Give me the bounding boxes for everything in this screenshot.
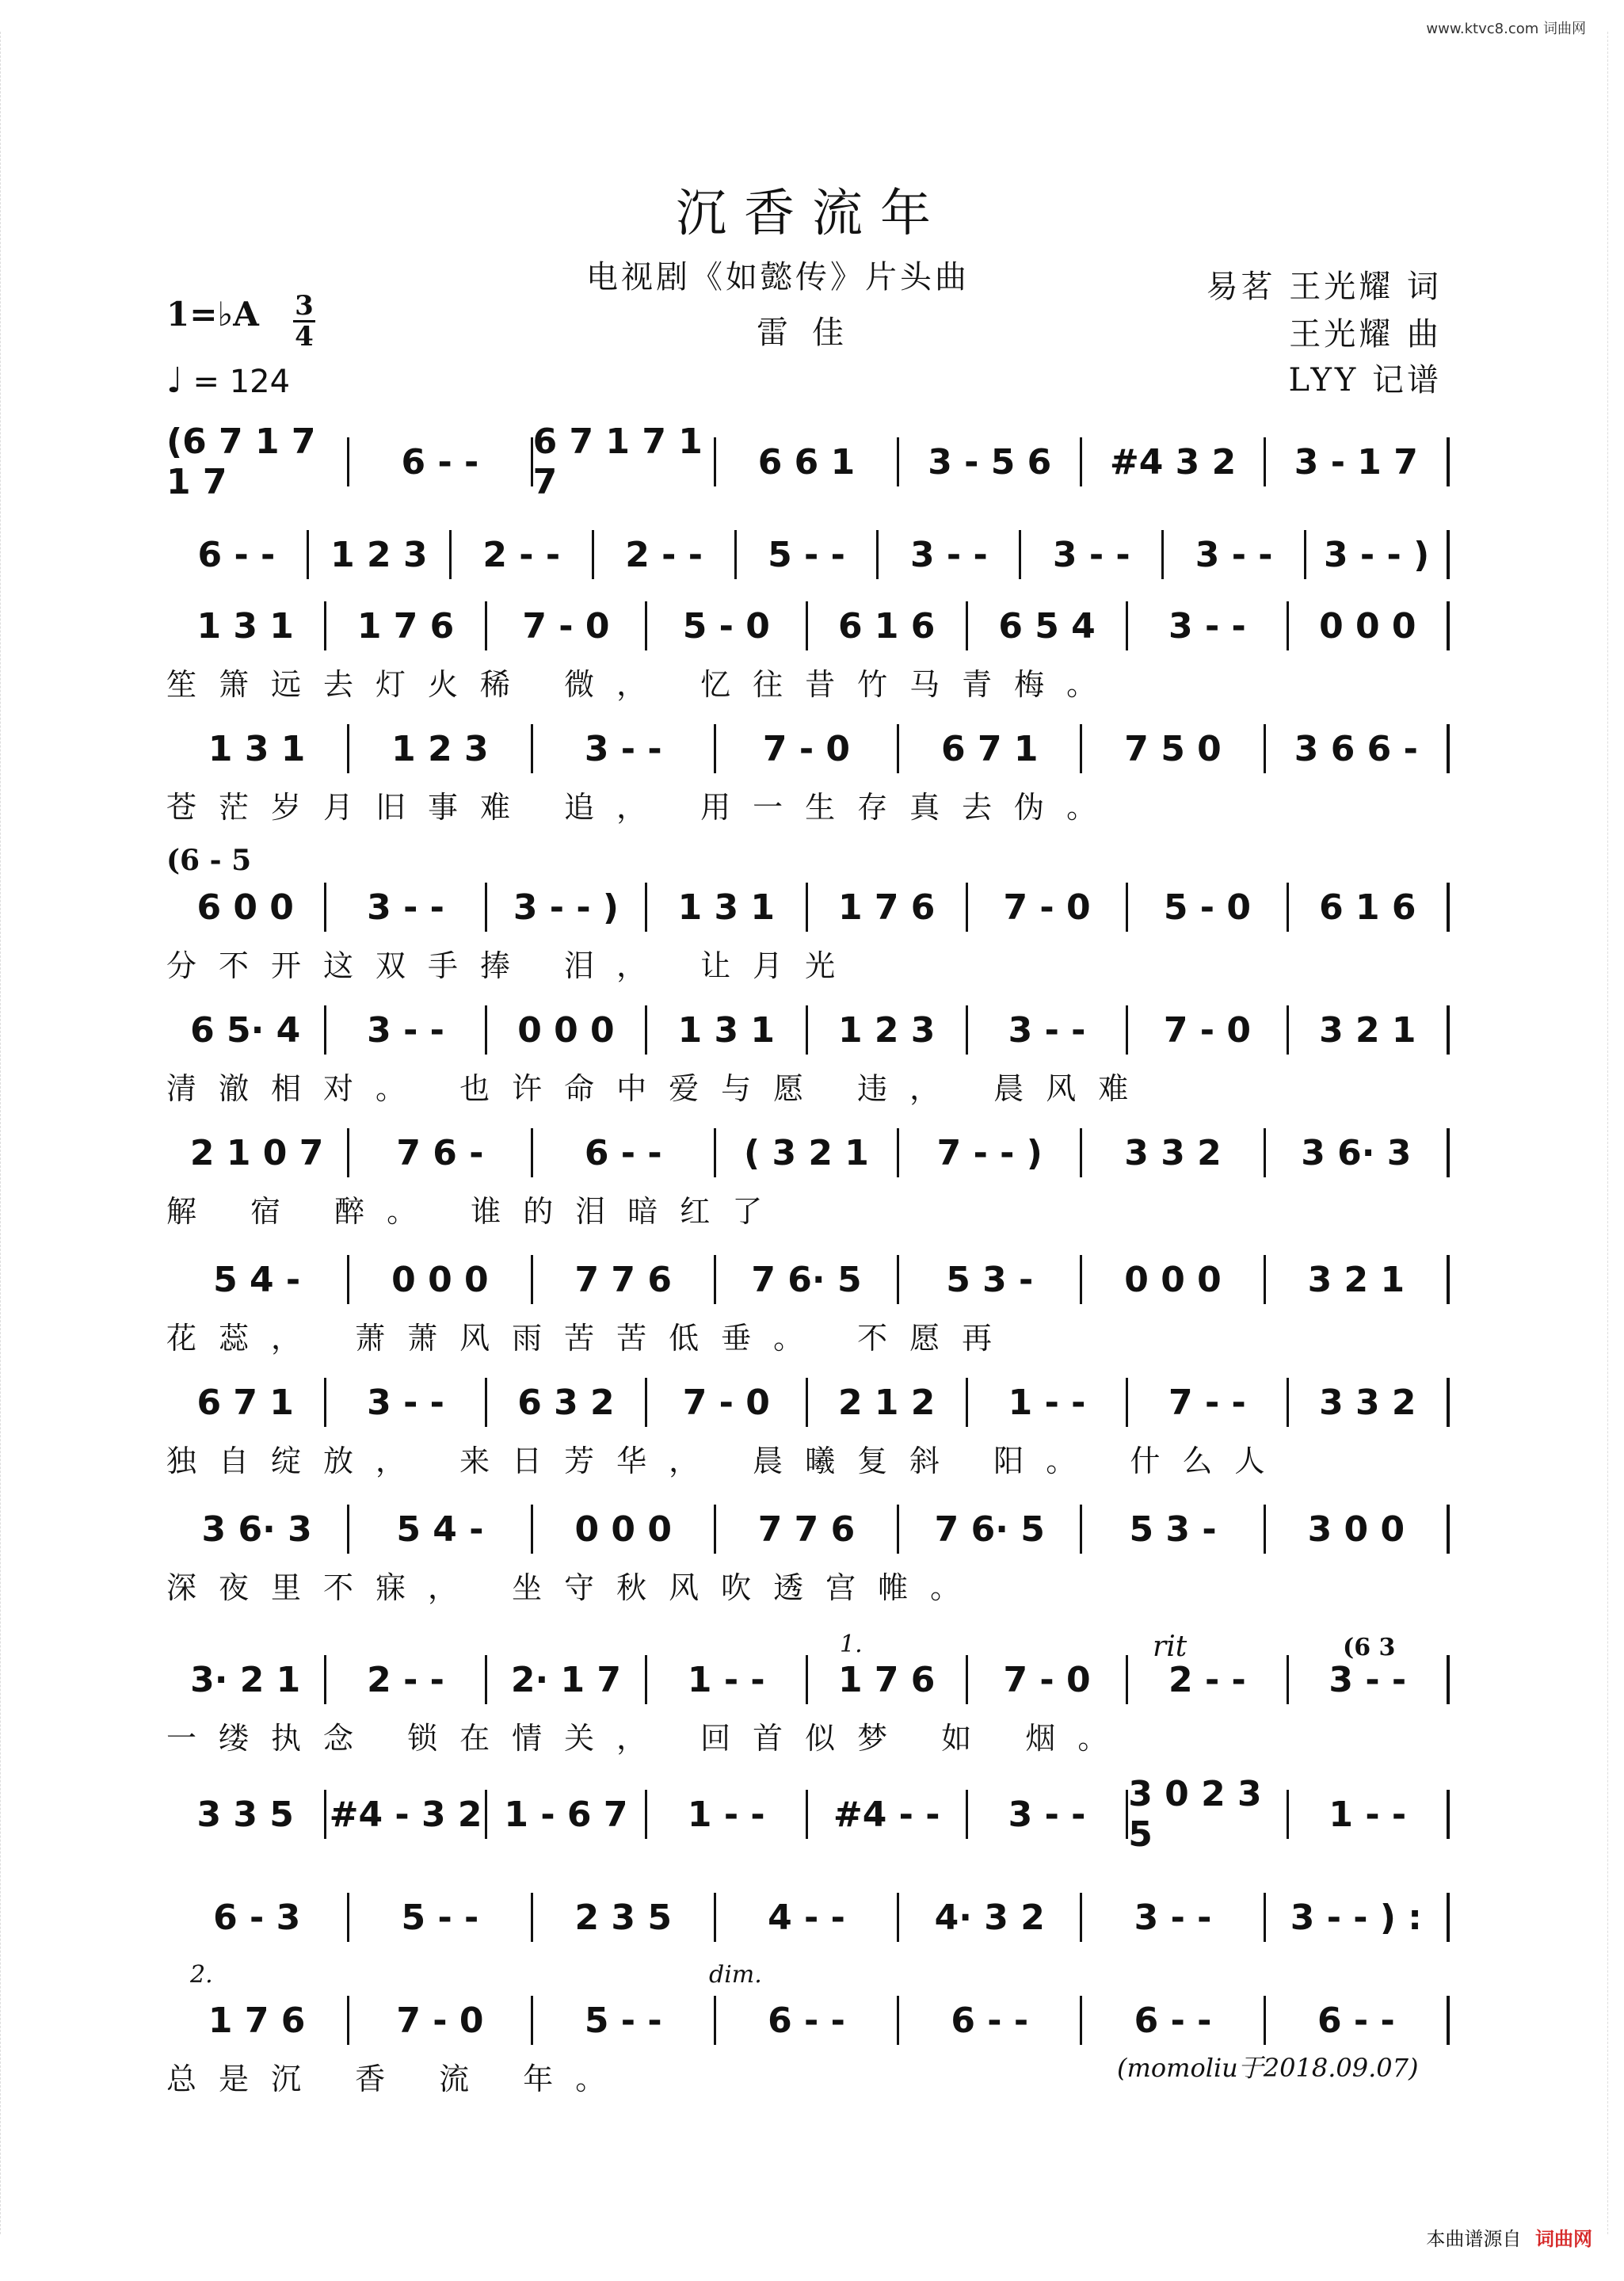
measure: 7 - - — [1128, 1378, 1288, 1427]
measure: 6 - - — [166, 530, 309, 579]
measure: 3 6· 3 — [166, 1505, 349, 1554]
measure: 7 - 0 — [349, 1996, 532, 2045]
time-signature — [293, 292, 315, 351]
score-row — [166, 721, 1450, 784]
key-signature: 1=♭A — [166, 295, 259, 334]
measure: 7 6 - — [349, 1128, 532, 1177]
measure: 6 7 1 — [899, 724, 1082, 773]
measure: 3 0 2 3 5 — [1128, 1790, 1288, 1839]
measure: 7 6· 5 — [899, 1505, 1082, 1554]
measure: 7 - 0 — [487, 601, 647, 650]
score-row — [166, 1774, 1450, 1855]
measure: 1 - - — [1289, 1790, 1450, 1839]
measure: 2· 1 7 — [487, 1655, 647, 1704]
notes-line — [166, 1252, 1450, 1307]
song-title: 沉香流年 — [676, 185, 948, 243]
volta-1: 1. — [840, 1631, 863, 1658]
notes-line — [166, 1993, 1450, 2048]
notes-line — [166, 1375, 1450, 1430]
measure: 5 4 - — [349, 1505, 532, 1554]
measure: 7 7 6 — [533, 1255, 716, 1304]
measure: 7 - 0 — [647, 1378, 807, 1427]
score-row — [166, 1890, 1450, 1953]
lyric-line: 苍茫岁月旧事难 追， 用一生存真去伪。 — [166, 790, 1119, 825]
measure: 5 - - — [533, 1996, 716, 2045]
left-watermark-strip — [0, 32, 17, 2234]
footer-text: 本曲谱源自 — [1426, 2228, 1522, 2250]
measure: 3 - - — [968, 1790, 1128, 1839]
measure: 3 - 5 6 — [899, 437, 1082, 486]
measure: 5 - 0 — [1128, 883, 1288, 932]
site-mark: www.ktvc8.com 词曲网 — [1426, 21, 1586, 37]
row11-annotation: (6 3 — [1343, 1634, 1396, 1661]
measure: 6 0 0 — [166, 883, 326, 932]
measure: 2 - - — [594, 530, 737, 579]
measure: 1 - - — [647, 1790, 807, 1839]
measure: 6 - - — [533, 1128, 716, 1177]
measure: 5 - 0 — [647, 601, 807, 650]
measure: #4 - 3 2 — [326, 1790, 486, 1839]
transcriber-signature: (momoliu于2018.09.07) — [1117, 2053, 1419, 2083]
measure: 5 - - — [349, 1893, 532, 1942]
measure: 6 6 1 — [716, 437, 899, 486]
measure: 0 0 0 — [533, 1505, 716, 1554]
measure: 0 0 0 — [1082, 1255, 1265, 1304]
notes-line — [166, 527, 1450, 582]
footer — [1426, 2223, 1592, 2251]
measure: 7 - 0 — [968, 883, 1128, 932]
measure: 6 1 6 — [1289, 883, 1450, 932]
notes-line — [166, 598, 1450, 654]
measure: 3 - - ) — [1306, 530, 1450, 579]
measure: 6 7 1 — [166, 1378, 326, 1427]
lyric-line: 一缕执念 锁在情关， 回首似梦 如 烟。 — [166, 1721, 1130, 1756]
score-row — [166, 879, 1450, 943]
measure: 6 3 2 — [487, 1378, 647, 1427]
measure: 3 - - — [1164, 530, 1306, 579]
singer: 雷佳 — [757, 315, 867, 351]
time-numerator: 3 — [295, 290, 314, 322]
rit-marking: rit — [1153, 1631, 1188, 1663]
measure: 6 - - — [349, 437, 532, 486]
measure: 3 3 5 — [166, 1790, 326, 1839]
measure: 6 - 3 — [166, 1893, 349, 1942]
lyric-line: 分不开这双手捧 泪， 让月光 — [166, 948, 858, 983]
notes-line — [166, 421, 1450, 502]
measure: 1 3 1 — [647, 1005, 807, 1055]
score-row — [166, 421, 1450, 502]
measure: 3 - - — [1128, 601, 1288, 650]
measure: 3 - - — [1021, 530, 1164, 579]
measure: 5 4 - — [166, 1255, 349, 1304]
measure: 3 - - — [879, 530, 1021, 579]
measure: 1 2 3 — [808, 1005, 968, 1055]
notes-line — [166, 1652, 1450, 1707]
lyricist-credit: 易茗 王光耀 词 — [1206, 269, 1442, 305]
measure: 1 - - — [968, 1378, 1128, 1427]
measure: 7 - 0 — [1128, 1005, 1288, 1055]
measure: 3 - - — [326, 1378, 486, 1427]
measure: 1 2 3 — [349, 724, 532, 773]
measure: 0 0 0 — [487, 1005, 647, 1055]
score-row — [166, 1993, 1450, 2056]
measure: 3 6 6 - — [1266, 724, 1450, 773]
time-denominator: 4 — [295, 321, 314, 353]
measure: 1 2 3 — [309, 530, 452, 579]
lyric-line: 深夜里不寐， 坐守秋风吹透宫帷。 — [166, 1570, 983, 1605]
score-row — [166, 1125, 1450, 1188]
notes-line — [166, 879, 1450, 935]
volta-2: 2. — [190, 1961, 213, 1989]
measure: 3 - 1 7 — [1266, 437, 1450, 486]
tempo-marking — [166, 360, 290, 401]
notes-line — [166, 1125, 1450, 1181]
dim-marking: dim. — [709, 1961, 762, 1989]
lyric-line: 笙箫远去灯火稀 微， 忆往昔竹马青梅。 — [166, 667, 1119, 702]
measure: 5 3 - — [899, 1255, 1082, 1304]
lyric-line: 独自绽放， 来日芳华， 晨曦复斜 阳。 什么人 — [166, 1444, 1287, 1478]
lyric-line: 花蕊， 萧萧风雨苦苦低垂。 不愿再 — [166, 1321, 1015, 1356]
measure: 7 - 0 — [716, 724, 899, 773]
measure: 1 7 6 — [808, 1655, 968, 1704]
lyric-line: 总是沉 香 流 年。 — [166, 2062, 628, 2096]
measure: 1 7 6 — [808, 883, 968, 932]
measure: 6 7 1 7 1 7 — [533, 437, 716, 486]
measure: 7 6· 5 — [716, 1255, 899, 1304]
measure: 2 - - — [452, 530, 594, 579]
notes-line — [166, 1890, 1450, 1945]
measure: 1 - 6 7 — [487, 1790, 647, 1839]
measure: 5 3 - — [1082, 1505, 1265, 1554]
score-row — [166, 527, 1450, 590]
measure: 3 - - — [1289, 1655, 1450, 1704]
measure: 0 0 0 — [349, 1255, 532, 1304]
measure: #4 - - — [808, 1790, 968, 1839]
measure: 1 3 1 — [647, 883, 807, 932]
score-row — [166, 1252, 1450, 1315]
notes-line — [166, 721, 1450, 776]
measure: 3 0 0 — [1266, 1505, 1450, 1554]
measure: ( 3 2 1 — [716, 1128, 899, 1177]
notes-line — [166, 1002, 1450, 1058]
measure: 3 3 2 — [1082, 1128, 1265, 1177]
measure: 3 - - — [326, 883, 486, 932]
score-row — [166, 1375, 1450, 1438]
measure: 0 0 0 — [1289, 601, 1450, 650]
measure: 7 - 0 — [968, 1655, 1128, 1704]
measure: 3 2 1 — [1289, 1005, 1450, 1055]
measure: 6 5· 4 — [166, 1005, 326, 1055]
row5-annotation: (6 - 5 — [166, 844, 252, 877]
measure: 3 - - — [326, 1005, 486, 1055]
measure: 3 - - — [968, 1005, 1128, 1055]
measure: 1 3 1 — [166, 601, 326, 650]
measure: 6 - - — [899, 1996, 1082, 2045]
transcriber-credit: LYY 记谱 — [1288, 362, 1442, 399]
quarter-note-icon: ♩ — [166, 360, 183, 401]
measure: 5 - - — [737, 530, 879, 579]
notes-line — [166, 1501, 1450, 1557]
measure: 4· 3 2 — [899, 1893, 1082, 1942]
right-watermark-strip — [1607, 32, 1624, 2234]
measure: 3 - - — [1082, 1893, 1265, 1942]
measure: 2 3 5 — [533, 1893, 716, 1942]
measure: 2 1 2 — [808, 1378, 968, 1427]
measure: 7 5 0 — [1082, 724, 1265, 773]
lyric-line: 清澈相对。 也许命中爱与愿 违， 晨风难 — [166, 1071, 1151, 1106]
measure: 3· 2 1 — [166, 1655, 326, 1704]
measure: 1 - - — [647, 1655, 807, 1704]
score-row — [166, 598, 1450, 662]
measure: 1 3 1 — [166, 724, 349, 773]
measure: 6 - - — [1082, 1996, 1265, 2045]
measure: #4 3 2 — [1082, 437, 1265, 486]
song-subtitle: 电视剧《如懿传》片头曲 — [586, 259, 970, 296]
measure: 3 6· 3 — [1266, 1128, 1450, 1177]
measure: 7 7 6 — [716, 1505, 899, 1554]
score-row — [166, 1002, 1450, 1066]
measure: (6 7 1 7 1 7 — [166, 437, 349, 486]
measure: 1 7 6 — [166, 1996, 349, 2045]
measure: 6 - - — [1266, 1996, 1450, 2045]
measure: 2 - - — [326, 1655, 486, 1704]
footer-logo: 词曲网 — [1535, 2228, 1592, 2250]
measure: 3 - - — [533, 724, 716, 773]
measure: 1 7 6 — [326, 601, 486, 650]
measure: 7 - - ) — [899, 1128, 1082, 1177]
measure: 3 - - ) : — [1266, 1893, 1450, 1942]
measure: 3 2 1 — [1266, 1255, 1450, 1304]
lyric-line: 解 宿 醉。 谁的泪暗红了 — [166, 1194, 785, 1229]
measure: 4 - - — [716, 1893, 899, 1942]
measure: 3 3 2 — [1289, 1378, 1450, 1427]
measure: 3 - - ) — [487, 883, 647, 932]
measure: 2 1 0 7 — [166, 1128, 349, 1177]
notes-line — [166, 1774, 1450, 1855]
measure: 6 5 4 — [968, 601, 1128, 650]
measure: 6 - - — [716, 1996, 899, 2045]
score-row — [166, 1501, 1450, 1565]
measure: 6 1 6 — [808, 601, 968, 650]
tempo-value: = 124 — [193, 364, 291, 400]
score-row — [166, 1652, 1450, 1715]
composer-credit: 王光耀 曲 — [1289, 316, 1442, 353]
measure: 2 - - — [1128, 1655, 1288, 1704]
